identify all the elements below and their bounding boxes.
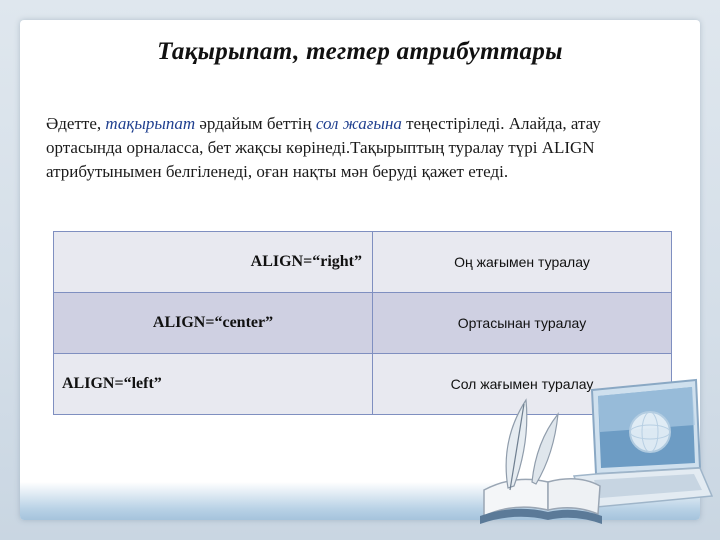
align-desc-cell: Сол жағымен туралау bbox=[373, 354, 672, 415]
highlight-text: тақырыпат bbox=[105, 114, 196, 133]
table-row bbox=[54, 232, 672, 293]
paragraph-text: әрдайым беттің bbox=[195, 114, 316, 133]
body-paragraph bbox=[46, 112, 678, 184]
slide-title: Тақырыпат, тегтер атрибуттары bbox=[157, 38, 563, 65]
align-code-cell: ALIGN=“center” bbox=[54, 293, 373, 354]
quill-pen-icon bbox=[506, 400, 558, 490]
table-row bbox=[54, 293, 672, 354]
align-code-cell: ALIGN=“right” bbox=[54, 232, 373, 293]
paragraph-text: теңестіріледі. Алайда, атау ортасында орналасса, бет жақсы көрінеді.Тақырыптың туралау түрі ALIGN атрибутынымен белгіленеді, оған нақты мән беруді қажет етеді. bbox=[46, 114, 601, 181]
open-book-icon bbox=[480, 479, 602, 524]
align-desc-cell: Ортасынан туралау bbox=[373, 293, 672, 354]
paragraph-text: Әдетте, bbox=[46, 114, 106, 133]
decorative-illustration bbox=[474, 370, 714, 530]
align-code-cell: ALIGN=“left” bbox=[54, 354, 373, 415]
align-desc-cell: Оң жағымен туралау bbox=[373, 232, 672, 293]
highlight-text: сол жағына bbox=[315, 114, 402, 133]
globe-icon bbox=[630, 412, 670, 452]
